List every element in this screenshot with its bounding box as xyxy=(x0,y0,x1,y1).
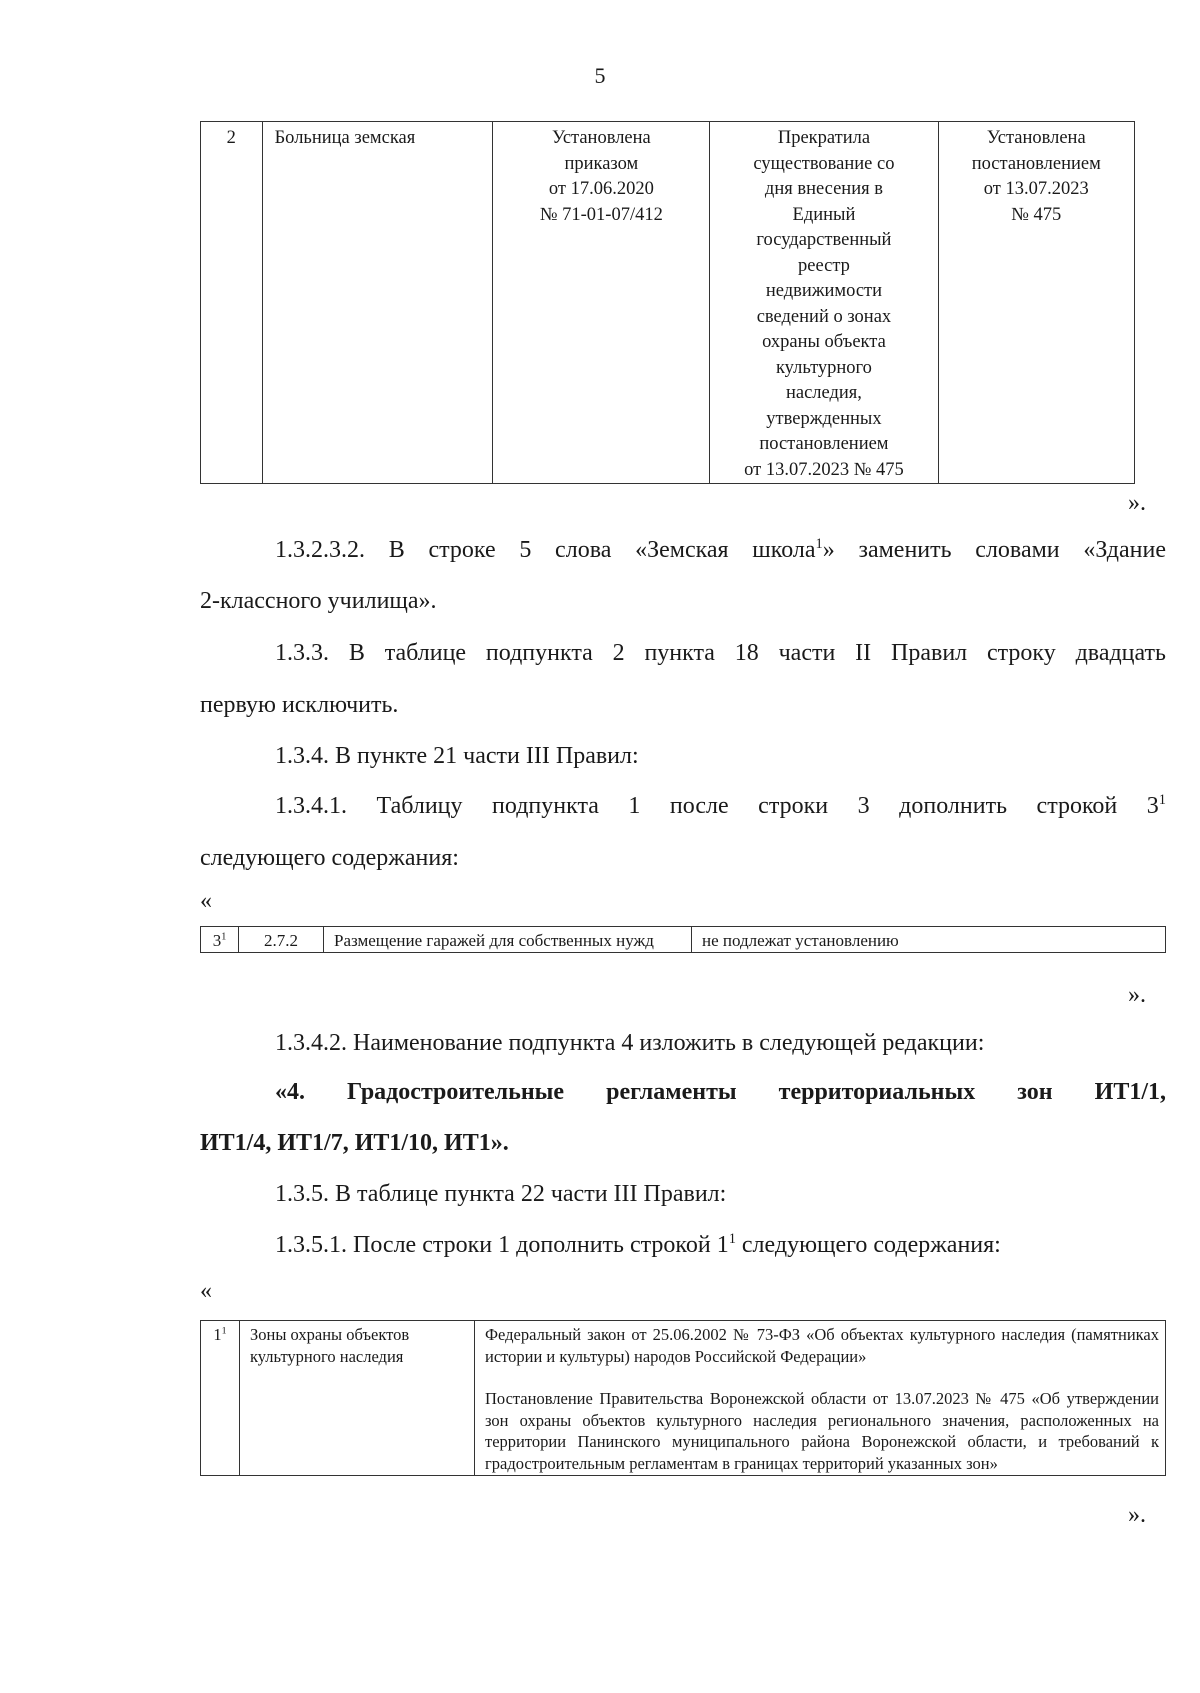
paragraph-continuation: первую исключить. xyxy=(200,692,399,718)
table-land-use xyxy=(200,926,1166,953)
paragraph-continuation: ИТ1/4, ИТ1/7, ИТ1/10, ИТ1». xyxy=(200,1130,509,1156)
superscript: 1 xyxy=(728,1231,736,1247)
text: 1.3.5.1. После строки 1 дополнить строкой 1 xyxy=(275,1232,729,1258)
text-line: существование со xyxy=(753,153,895,174)
text: » заменить словами «Здание xyxy=(822,537,1166,563)
cell-zone-name: Зоны охраны объектов культурного наследия xyxy=(240,1321,475,1476)
cell-code: 2.7.2 xyxy=(239,927,324,953)
paragraph-1-3-5: 1.3.5. В таблице пункта 22 части III Правил: xyxy=(275,1181,727,1207)
cell-row-number xyxy=(201,927,239,953)
cell-value: не подлежат установлению xyxy=(692,927,1166,953)
text-line: Прекратила xyxy=(777,128,871,148)
text: 1.3.3. В таблице подпункта 2 пункта 18 части II Правил строку двадцать xyxy=(275,640,1166,666)
text-line: от 17.06.2020 xyxy=(548,179,654,199)
text-line: реестр xyxy=(797,255,850,276)
table-row xyxy=(201,1321,1166,1476)
cell-object-name: Больница земская xyxy=(262,122,493,484)
text-line: № 475 xyxy=(1011,204,1062,225)
quote-close: ». xyxy=(1128,982,1146,1008)
paragraph-1-3-4-2: 1.3.4.2. Наименование подпункта 4 изложить в следующей редакции: xyxy=(275,1030,985,1056)
paragraph-1-3-5-1 xyxy=(275,1230,1001,1260)
table-row xyxy=(201,122,1135,484)
paragraph-1-3-4: 1.3.4. В пункте 21 части III Правил: xyxy=(275,743,639,769)
paragraph-1-3-2-3-2 xyxy=(275,535,1166,565)
text-line: Единый xyxy=(792,204,856,225)
cell-row-number xyxy=(201,1321,240,1476)
text-line: Установлена xyxy=(551,128,651,148)
page-number: 5 xyxy=(594,63,606,88)
text-line: недвижимости xyxy=(765,281,883,301)
quote-open: « xyxy=(200,888,212,914)
paragraph-1-3-4-1 xyxy=(275,791,1166,821)
text-line: охраны объекта xyxy=(762,332,886,352)
table-heritage-objects xyxy=(200,121,1135,484)
paragraph-zone-title xyxy=(275,1077,1166,1107)
text: «4. Градостроительные регламенты территориальных зон ИТ1/1, xyxy=(275,1079,1166,1105)
text-line: № 71-01-07/412 xyxy=(539,204,663,225)
text-line: приказом xyxy=(564,153,639,174)
cell-use-name: Размещение гаражей для собственных нужд xyxy=(324,927,692,953)
paragraph-continuation: 2-классного училища». xyxy=(200,588,437,614)
text: 1 xyxy=(213,1325,222,1344)
text-line: от 13.07.2023 № 475 xyxy=(744,459,904,480)
text-line: наследия, xyxy=(785,383,862,403)
cell-legal-basis xyxy=(475,1321,1166,1476)
superscript: 1 xyxy=(221,931,227,943)
paragraph-1-3-3 xyxy=(275,638,1166,668)
text: 1.3.2.3.2. В строке 5 слова «Земская школа xyxy=(275,537,816,563)
text-line: сведений о зонах xyxy=(756,306,892,327)
cell-status-established xyxy=(493,122,710,484)
text-line: культурного xyxy=(775,357,872,378)
quote-open: « xyxy=(200,1278,212,1304)
cell-status-terminated xyxy=(710,122,938,484)
text: 1.3.4.1. Таблицу подпункта 1 после строки 3 дополнить строкой 3 xyxy=(275,793,1159,819)
text-line: государственный xyxy=(756,230,892,250)
text-line: от 13.07.2023 xyxy=(983,179,1089,199)
text-line: утвержденных xyxy=(766,408,882,429)
quote-close: ». xyxy=(1128,490,1146,516)
superscript: 1 xyxy=(221,1325,227,1337)
text-line: Установлена xyxy=(986,128,1086,148)
superscript: 1 xyxy=(1158,792,1166,808)
text: 3 xyxy=(212,931,222,950)
text-line: постановлением xyxy=(759,434,889,454)
cell-row-number: 2 xyxy=(201,122,263,484)
legal-reference: Федеральный закон от 25.06.2002 № 73-ФЗ «Об объектах культурного наследия (памятниках истории и культуры) народов Российской Федерации» xyxy=(485,1325,1159,1366)
table-row xyxy=(201,927,1166,953)
paragraph-continuation: следующего содержания: xyxy=(200,845,459,871)
text: следующего содержания: xyxy=(735,1232,1001,1258)
text-line: дня внесения в xyxy=(764,179,883,199)
quote-close: ». xyxy=(1128,1502,1146,1528)
legal-reference: Постановление Правительства Воронежской области от 13.07.2023 № 475 «Об утверждении зон охраны объектов культурного наследия регионального значения, расположенных на территории Панинского муниципального района Воронежской области, и требований к градостроительным регламентам в границах территорий указанных зон» xyxy=(485,1389,1159,1473)
table-restrictions xyxy=(200,1320,1166,1476)
cell-status-protection xyxy=(938,122,1134,484)
superscript: 1 xyxy=(815,536,823,552)
text-line: постановлением xyxy=(971,153,1101,174)
